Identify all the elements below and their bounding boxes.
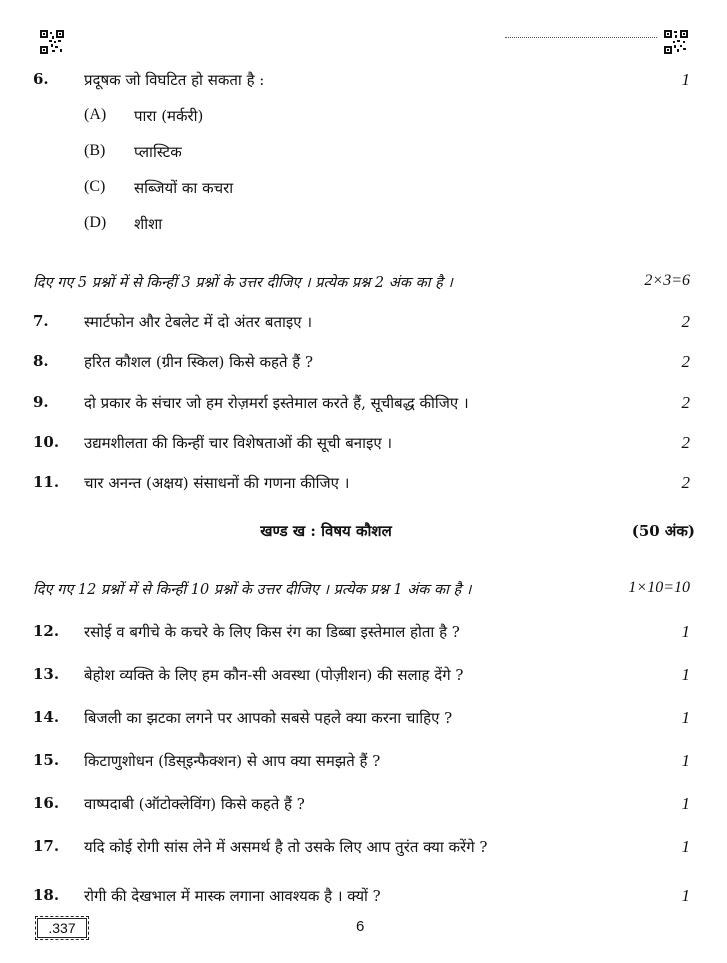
question-text: चार अनन्त (अक्षय) संसाधनों की गणना कीजिए । — [84, 474, 350, 492]
section-heading — [0, 521, 727, 547]
option-label: (B) — [84, 142, 106, 159]
option-text: पारा (मर्करी) — [134, 107, 204, 125]
option-text: सब्जियों का कचरा — [134, 179, 234, 197]
question-marks: 2 — [681, 393, 690, 412]
instruction-text: दिए गए 5 प्रश्नों में से किन्हीं 3 प्रश्नों के उत्तर दीजिए । प्रत्येक प्रश्न 2 अंक का है । — [33, 275, 453, 291]
question-row — [0, 433, 727, 459]
question-text: उद्यमशीलता की किन्हीं चार विशेषताओं की सूची बनाइए । — [84, 434, 393, 452]
question-row — [0, 665, 727, 691]
question-marks: 1 — [681, 622, 690, 641]
question-text: किटाणुशोधन (डिस्इन्फैक्शन) से आप क्या समझते हैं ? — [84, 752, 381, 770]
question-text: यदि कोई रोगी सांस लेने में असमर्थ है तो उसके लिए आप तुरंत क्या करेंगे ? — [84, 838, 488, 856]
qr-code-icon — [40, 30, 64, 54]
question-row — [0, 473, 727, 499]
question-row — [0, 70, 727, 96]
question-number: 17. — [33, 837, 60, 855]
header-dotted-line — [505, 37, 657, 38]
question-number: 9. — [33, 393, 49, 411]
section-title: खण्ड ख : विषय कौशल — [260, 522, 392, 540]
question-row — [0, 352, 727, 378]
question-row — [0, 837, 727, 863]
question-number: 10. — [33, 433, 60, 451]
question-text: रसोई व बगीचे के कचरे के लिए किस रंग का डिब्बा इस्तेमाल होता है ? — [84, 623, 460, 641]
question-marks: 2 — [681, 473, 690, 492]
option-row — [0, 106, 727, 132]
question-marks: 1 — [681, 70, 690, 89]
question-marks: 1 — [681, 794, 690, 813]
question-marks: 1 — [681, 751, 690, 770]
question-text: दो प्रकार के संचार जो हम रोज़मर्रा इस्तेमाल करते हैं, सूचीबद्ध कीजिए । — [84, 394, 469, 412]
question-text: प्रदूषक जो विघटित हो सकता है : — [84, 71, 265, 89]
page-number: 6 — [356, 918, 365, 935]
qr-code-icon — [664, 30, 688, 54]
question-text: बिजली का झटका लगने पर आपको सबसे पहले क्या करना चाहिए ? — [84, 709, 453, 727]
question-row — [0, 312, 727, 338]
instruction-marks: 2×3=6 — [644, 272, 690, 289]
question-number: 13. — [33, 665, 60, 683]
option-label: (C) — [84, 178, 106, 195]
question-marks: 2 — [681, 433, 690, 452]
question-row — [0, 794, 727, 820]
question-row — [0, 622, 727, 648]
question-number: 18. — [33, 886, 60, 904]
section-marks: (50 अंक) — [631, 522, 695, 540]
question-text: हरित कौशल (ग्रीन स्किल) किसे कहते हैं ? — [84, 353, 314, 371]
question-row — [0, 751, 727, 777]
question-number: 11. — [33, 473, 60, 491]
question-marks: 1 — [681, 886, 690, 905]
instruction-row — [0, 272, 727, 298]
question-number: 6. — [33, 70, 49, 88]
question-number: 12. — [33, 622, 60, 640]
question-text: बेहोश व्यक्ति के लिए हम कौन-सी अवस्था (पोज़ीशन) की सलाह देंगे ? — [84, 666, 464, 684]
question-number: 15. — [33, 751, 60, 769]
question-marks: 1 — [681, 837, 690, 856]
question-text: स्मार्टफोन और टेबलेट में दो अंतर बताइए । — [84, 313, 313, 331]
option-text: प्लास्टिक — [134, 143, 182, 161]
option-row — [0, 178, 727, 204]
instruction-row — [0, 579, 727, 605]
question-row — [0, 708, 727, 734]
paper-code: .337 — [35, 916, 89, 940]
question-marks: 1 — [681, 708, 690, 727]
option-row — [0, 214, 727, 240]
question-marks: 1 — [681, 665, 690, 684]
question-text: वाष्पदाबी (ऑटोक्लेविंग) किसे कहते हैं ? — [84, 795, 305, 813]
question-marks: 2 — [681, 312, 690, 331]
question-number: 7. — [33, 312, 49, 330]
option-row — [0, 142, 727, 168]
question-text: रोगी की देखभाल में मास्क लगाना आवश्यक है । क्यों ? — [84, 887, 381, 905]
question-row — [0, 886, 727, 912]
question-row — [0, 393, 727, 419]
question-marks: 2 — [681, 352, 690, 371]
option-text: शीशा — [134, 215, 163, 233]
instruction-text: दिए गए 12 प्रश्नों में से किन्हीं 10 प्रश्नों के उत्तर दीजिए । प्रत्येक प्रश्न 1 अंक का है । — [33, 582, 472, 598]
question-number: 16. — [33, 794, 60, 812]
question-number: 8. — [33, 352, 49, 370]
instruction-marks: 1×10=10 — [628, 579, 690, 596]
option-label: (A) — [84, 106, 107, 123]
question-number: 14. — [33, 708, 60, 726]
option-label: (D) — [84, 214, 107, 231]
